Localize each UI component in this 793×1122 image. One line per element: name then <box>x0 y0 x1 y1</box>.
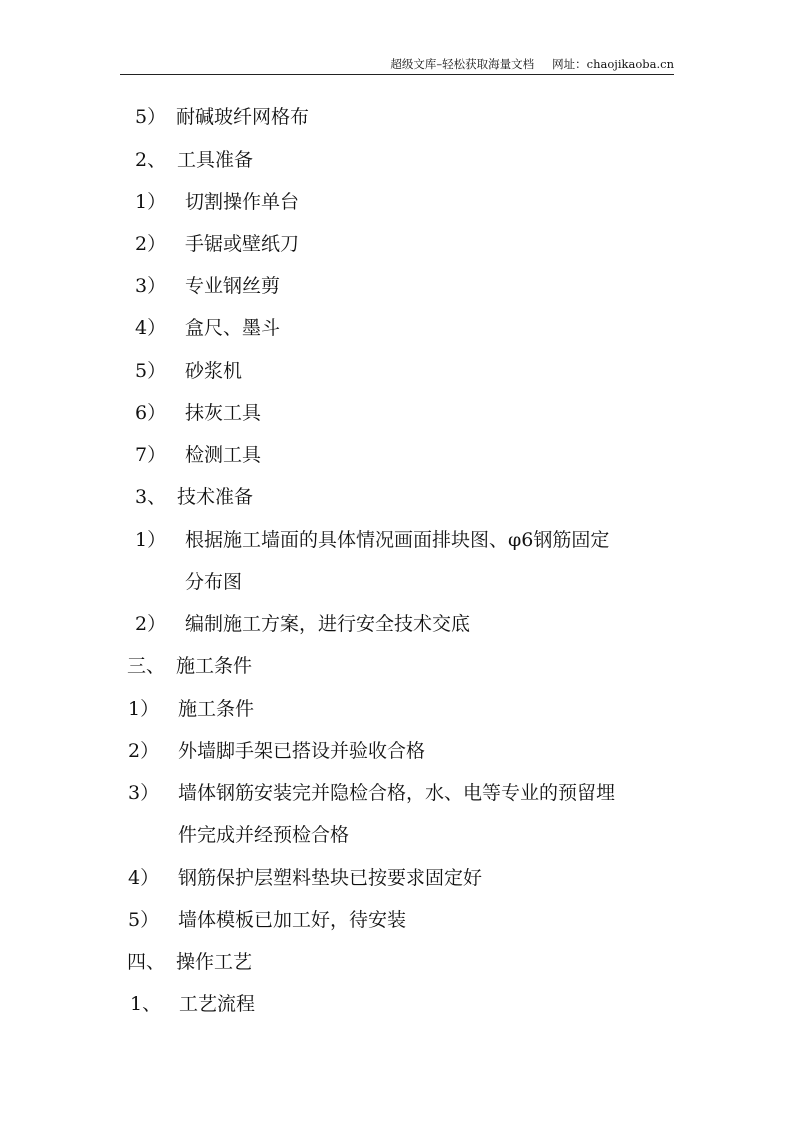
item-number: 1、 <box>130 993 162 1015</box>
item-number: 1） <box>128 698 160 720</box>
item-text: 检测工具 <box>185 444 262 466</box>
item-text: 钢筋保护层塑料垫块已按要求固定好 <box>178 867 483 889</box>
item-number: 2） <box>135 613 167 635</box>
item-number: 5） <box>128 909 160 931</box>
item-text: 技术准备 <box>177 486 254 508</box>
item-number: 2、 <box>135 149 167 171</box>
item-number: 1） <box>135 529 167 551</box>
item-number: 3、 <box>135 486 167 508</box>
item-text: 根据施工墙面的具体情况画面排块图、φ6钢筋固定 <box>185 529 610 551</box>
item-text: 施工条件 <box>176 655 253 677</box>
item-number: 3） <box>135 275 167 297</box>
item-number: 2） <box>135 233 167 255</box>
item-text: 盒尺、墨斗 <box>185 317 281 339</box>
item-text: 编制施工方案，进行安全技术交底 <box>185 613 471 635</box>
item-text: 耐碱玻纤网格布 <box>176 106 310 128</box>
item-number: 7） <box>135 444 167 466</box>
item-text: 切割操作单台 <box>185 191 300 213</box>
item-text: 操作工艺 <box>176 951 253 973</box>
item-number: 5） <box>135 106 167 128</box>
page-header <box>120 56 674 75</box>
item-number: 1） <box>135 191 167 213</box>
item-text: 工具准备 <box>177 149 254 171</box>
item-number: 5） <box>135 360 167 382</box>
item-number: 4） <box>128 867 160 889</box>
item-text: 施工条件 <box>178 698 255 720</box>
item-number: 6） <box>135 402 167 424</box>
item-text: 墙体钢筋安装完并隐检合格，水、电等专业的预留埋 <box>178 782 616 804</box>
item-number: 3） <box>128 782 160 804</box>
item-text: 手锯或壁纸刀 <box>185 233 300 255</box>
item-text: 砂浆机 <box>185 360 243 382</box>
item-text: 专业钢丝剪 <box>185 275 281 297</box>
header-url: chaojikaoba.cn <box>586 57 674 71</box>
item-number: 三、 <box>127 655 166 677</box>
item-text: 件完成并经预检合格 <box>178 824 350 846</box>
header-url-label: 网址： <box>552 57 587 71</box>
item-text: 外墙脚手架已搭设并验收合格 <box>178 740 426 762</box>
item-text: 抹灰工具 <box>185 402 262 424</box>
item-text: 墙体模板已加工好，待安装 <box>178 909 407 931</box>
header-site-name: 超级文库–轻松获取海量文档 <box>390 57 535 71</box>
item-number: 2） <box>128 740 160 762</box>
item-number: 4） <box>135 317 167 339</box>
item-text: 工艺流程 <box>179 993 256 1015</box>
item-text: 分布图 <box>185 571 243 593</box>
item-number: 四、 <box>127 951 166 973</box>
